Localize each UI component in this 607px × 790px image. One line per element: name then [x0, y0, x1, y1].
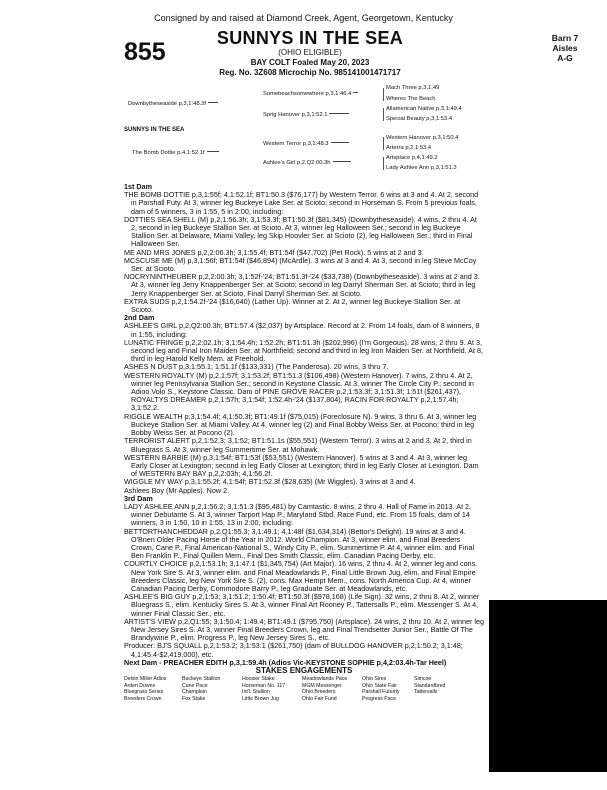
first-dam-para: ME AND MRS JONES p,2,2:06.3h; 3,1:55.4f; BT1:54f ($47,702) (Pet Rock). 5 wins at 2 and 3.	[124, 247, 424, 257]
second-dam-para: ASHES N DUST p,3,1:55.1; 1:51.1f ($133,331) (The Panderosa). 20 wins, 3 thru 7.	[124, 362, 389, 372]
first-dam-para: EXTRA SUDS p,2,1:54.2f-'24 ($16,640) (Lather Up). Winner at 2. At 2, winner leg Buckeye Stallion Ser. at Scioto.	[124, 296, 461, 315]
stakes-item: Horseman No. 117	[242, 682, 286, 689]
third-dam-para: ARTIST'S VIEW p,2,Q1:55; 3,1:50.4; 1:49.4; BT1:49.1 ($795,750) (Artsplace). 24 wins, 2 thru 10. At 2, winner leg New Jersey Sires S. At 3, winner Final Breeders Crown, leg and Final Trendsetter Junior Ser., Battle Of The Brandywine P., elim. Progress P., leg New Jersey Sires S., etc.	[124, 616, 485, 643]
stakes-item: Ohio Fair Fund	[302, 695, 337, 702]
stakes-item: Arden Downs	[124, 682, 156, 689]
catalog-body	[124, 183, 484, 703]
black-block	[489, 600, 607, 772]
stakes-item: Ohio State Fair	[362, 682, 397, 689]
pedigree-sire: Downbytheseaside p,3,1:48.3f	[128, 101, 218, 107]
stakes-item: Tattersalls	[414, 689, 438, 696]
pedigree-dam: The Bomb Dottie p,4,1:52.1f	[132, 150, 219, 156]
pedigree-sire-dam: Sprig Hanover p,3,1:52.1	[263, 112, 349, 118]
registration: Reg. No. 3Z608 Microchip No. 985141001471717	[219, 68, 401, 77]
stakes-item: Int'l. Stallion	[242, 689, 270, 696]
next-dam-line: Next Dam - PREACHER EDITH p,3,1:59.4h (Adios Vic-KEYSTONE SOPHIE p,4,2:03.4h-Tar Heel)	[124, 657, 447, 667]
stakes-item: Champlain	[182, 689, 207, 696]
barn-label: Barn 7	[551, 33, 579, 43]
stakes-item: Parshall Futurity	[362, 689, 400, 696]
horse-name: SUNNYS IN THE SEA	[216, 28, 404, 48]
aisle-code: A-G	[557, 53, 573, 63]
pedigree-dss: Western Hanover p,3,1:50.4	[386, 135, 459, 141]
second-dam-para: RIGGLE WEALTH p,3,1:54.4f; 4,1:50.3f; BT1:49.1f ($75,015) (Foreclosure N). 9 wins, 3 thru 6. At 3, winner leg Buckeye Stallion Ser. at Miami Valley. At 4, winner leg (2) and Final Bobby Weiss Ser. at Pocono; third in leg Bobby Weiss Ser. at Pocono (2).	[124, 411, 477, 438]
pedigree-dam-dam: Ashlee's Girl p,2,Q2:00.3h	[263, 160, 351, 166]
pedigree-sss: Mach Three p,3,1:49	[386, 85, 440, 91]
second-dam-para: WESTERN BARBIE (M) p,3,1:54f; BT1:53f ($53,551) (Western Hanover). 5 wins at 3 and 4. At 3, winner leg Early Closer at Lexington; second in leg Early Closer at Lexington; third in leg Early Closer at Lexington. Dam of WESTERN BAY BAY p,2,2:03h; 4,1:56.2f.	[124, 452, 479, 479]
stakes-item: Ohio Breeders	[302, 689, 336, 696]
stakes-item: Buckeye Stallion	[182, 676, 221, 683]
second-dam-para: Ashlees Boy (Mr Apples). Now 2.	[124, 485, 230, 495]
second-dam-para: WESTERN ROYALTY (M) p,2,1:57f; 3,1:53.2f; BT1:51.3 ($106,498) (Western Hanover). 7 wins, 2 thru 4. At 2, winner leg Pennsylvania Stallion Ser.; second in Keystone Classic. At 3, winner The Circle City P.; second in Adioo Volo S., Keystone Classic. Dam of PINE GROVE RACER p,2,1:53.3f; 3,1:51.3f; 1:51f ($261,437), ROYALTYS DREAMER p,2,1:57h; 3,1:54f; 1:52.4h-'24 ($137,804), RACIN FOR ROYALTY p,2,1:57.4h; 3,1:52.2.	[124, 370, 474, 413]
barn-location	[540, 33, 590, 63]
second-dam-para: LUNATIC FRINGE p,2,2:02.1h; 3,1:54.4h; 1:52.2h; BT1:51.3h ($202,996) (I'm Gorgeous). 28 wins, 2 thru 9. At 3, second leg and Final Iron Maiden Ser. at Northfield; second and third in leg Iron Maiden Ser. at Northfield. At 8, third in leg Harold Kelly Mem. at Freehold.	[124, 337, 483, 364]
foaling-info: BAY COLT Foaled May 20, 2023	[250, 58, 370, 67]
first-dam-para: NOCRYNINTHEUBER p,2,2:00.3h; 3,1:52f-'24; BT1:51.3f-'24 ($33,738) (Downbytheseaside). 3 wins at 2 and 3. At 3, winner leg Jerry Knappenberger Ser. at Scioto; second in leg Darryl Sherman Ser. at Scioto; third in leg Jerry Knappenberger Ser. at Scioto, Final Darryl Sherman Ser. at Scioto.	[124, 272, 480, 298]
stakes-item: Meadowlands Pace	[302, 676, 348, 683]
first-dam-para: THE BOMB DOTTIE p,3,1:55f; 4,1:52.1f; BT1:50.3 ($76,177) by Western Terror. 6 wins at 3 and 4. At 2, second in Parshall Futy. At 3, winner leg Buckeye Lake Ser. at Scioto; second in Horseman S. From 5 previous foals, dam of 5 winners, 3 in 1:55, 5 in 2:00, including:	[124, 190, 479, 216]
second-dam-para: WIGGLE MY WAY p,3,1:55.2f; 4,1:54f; BT1:52.3f ($28,635) (Mr Wiggles). 3 wins at 3 and 4.	[124, 477, 416, 487]
pedigree-sire-sire: Somebeachsomewhere p,3,1:46.4	[263, 91, 358, 97]
producer-line: Producer: BJ'S SQUALL p,2,1:53.2; 3,1:53.1 ($261,750) (dam of BULLDOG HANOVER p,2,1:50.2; 3,1:48; 4,1:45.4-$2,419,000), etc.	[124, 641, 463, 659]
pedigree-dam-sire: Western Terror p,3,1:48.3	[263, 141, 349, 147]
pedigree-ssd: Wheres The Beach	[386, 96, 436, 102]
pedigree-dds: Artsplace p,4,1:49.2	[386, 155, 438, 161]
hip-number: 855	[124, 38, 166, 66]
stakes-item: Delvin Miller Adios	[124, 676, 167, 683]
third-dam-heading: 3rd Dam	[124, 493, 153, 503]
stakes-item: Progress Pace	[362, 695, 397, 702]
second-dam-para: TERRORIST ALERT p,2,1:52.3; 3,1:52; BT1:51.1s ($55,551) (Western Terror). 3 wins at 2 and 3. At 2, third in Bluegrass S. At 3, winner leg Summertime Ser. at Mohawk.	[124, 436, 472, 454]
consignor-line: Consigned by and raised at Diamond Creek, Agent, Georgetown, Kentucky	[154, 13, 453, 23]
eligibility: (OHIO ELIGIBLE)	[278, 48, 342, 57]
stakes-title: STAKES ENGAGEMENTS	[255, 665, 353, 675]
stakes-item: Breeders Crown	[124, 695, 162, 702]
third-dam-para: BETTORTHANCHEDDAR p,2,Q1:55.3; 3,1:49.1; 4,1:48f ($1,634,314) (Bettor's Delight). 19 wins at 3 and 4. O'Brien Older Pacing Horse of the Year in 2012. World Champion. At 3, winner elim. and Final Breeders Crown, Cane P., Final American-National S., Windy City P., elim. Summertime P. At 4, winner elim. and Final Ben Franklin P., Final Quillen Mem., Final Des Smith Classic, elim. Canadian Pacing Derby, etc.	[124, 526, 475, 561]
pedigree-sds: Allamerican Native p,3,1:49.4	[386, 106, 462, 112]
aisles-label: Aisles	[552, 43, 578, 53]
first-dam-para: DOTTIES SEA SHELL (M) p,2,1:56.3h; 3,1:53.3f; BT1:50.3f ($81,345) (Downbytheseaside). 4 wins, 2 thru 4. At 2, second in leg Buckeye Stallion Ser. at Scioto. At 3, winner leg Halloween Ser.; second in leg Buckeye Stallion Ser. at Delaware, Miami Valley, leg Skip Hoovler Ser. at Scioto (2), leg Halloween Ser.; third in Final Halloween Ser.	[124, 214, 477, 249]
first-dam-heading: 1st Dam	[124, 182, 152, 191]
stakes-item: Simcoe	[414, 676, 432, 683]
stakes-item	[414, 696, 464, 703]
stakes-grid	[124, 676, 484, 702]
third-dam-para: ASHLEE'S BIG GUY p,2,1:53; 3,1:51.2; 1:50.4f; BT1:50.3f ($978,168) (Life Sign). 32 wins, 2 thru 8. At 2, winner Bluegrass S., elim. Kentucky Sires S. At 3, winner Final Art Rooney P., Tattersalls P., elim. Messenger S. At 4, winner Final Classic Ser., etc.	[124, 592, 480, 618]
pedigree-dsd: Arterra p,2,1:53.4	[386, 145, 432, 151]
stakes-item: MGM Messenger	[302, 682, 342, 689]
stakes-item: Standardbred	[414, 682, 446, 689]
pedigree-ddd: Lady Ashlee Ann p,3,1:51.3	[386, 165, 457, 171]
stakes-item: Bluegrass Series	[124, 689, 164, 696]
third-dam-para: COURTLY CHOICE p,2,1:53.1h; 3,1:47.1 ($1,345,754) (Art Major). 16 wins, 2 thru 4. At 2, winner leg and cons. New York Sire S. At 3, winner elim. and Final Meadowlands P., Final Little Brown Jug, elim. and Final Empire Breeders Classic, leg New York Sire S. (2), cons. Max Hempt Mem., cons. North America Cup. At 4, winner Canadian Pacing Derby, Commodore Barry P., leg Graduate Ser. at Meadowlands, etc.	[124, 559, 478, 593]
pedigree-foal: SUNNYS IN THE SEA	[124, 127, 185, 133]
stakes-item: Fox Stake	[182, 695, 206, 702]
first-dam-para: MCSCUSE ME (M) p,3,1:56f; BT1:54f ($46,894) (McArdle). 3 wins at 3 and 4. At 3, second in leg Steve McCoy Ser. at Scioto.	[124, 255, 477, 274]
stakes-item: Ohio Sires	[362, 676, 387, 683]
third-dam-para: LADY ASHLEE ANN p,2,1:56.2; 3,1:51.3 ($95,481) by Camtastic. 8 wins, 2 thru 4. Hall of Fame in 2013. At 2, winner Debutante S. At 3, winner Tarport Hap P., Maryland Stbd. Race Fund, etc. From 15 foals, dam of 14 winners, 3 in 1:50, 10 in 1:55, 13 in 2:00, including:	[124, 501, 472, 528]
second-dam-para: ASHLEE'S GIRL p,2,Q2:00.3h; BT1:57.4 ($2,037) by Artsplace. Record at 2. From 14 foals, dam of 8 winners, 8 in 1:55, including:	[124, 321, 480, 339]
stakes-item: Hoosier Stake	[242, 676, 275, 683]
stakes-item: Cane Pace	[182, 682, 208, 689]
stakes-item: Little Brown Jug	[242, 695, 279, 702]
pedigree-sdd: Special Beauty p,3,1:53.4	[386, 116, 453, 122]
second-dam-heading: 2nd Dam	[124, 313, 155, 323]
